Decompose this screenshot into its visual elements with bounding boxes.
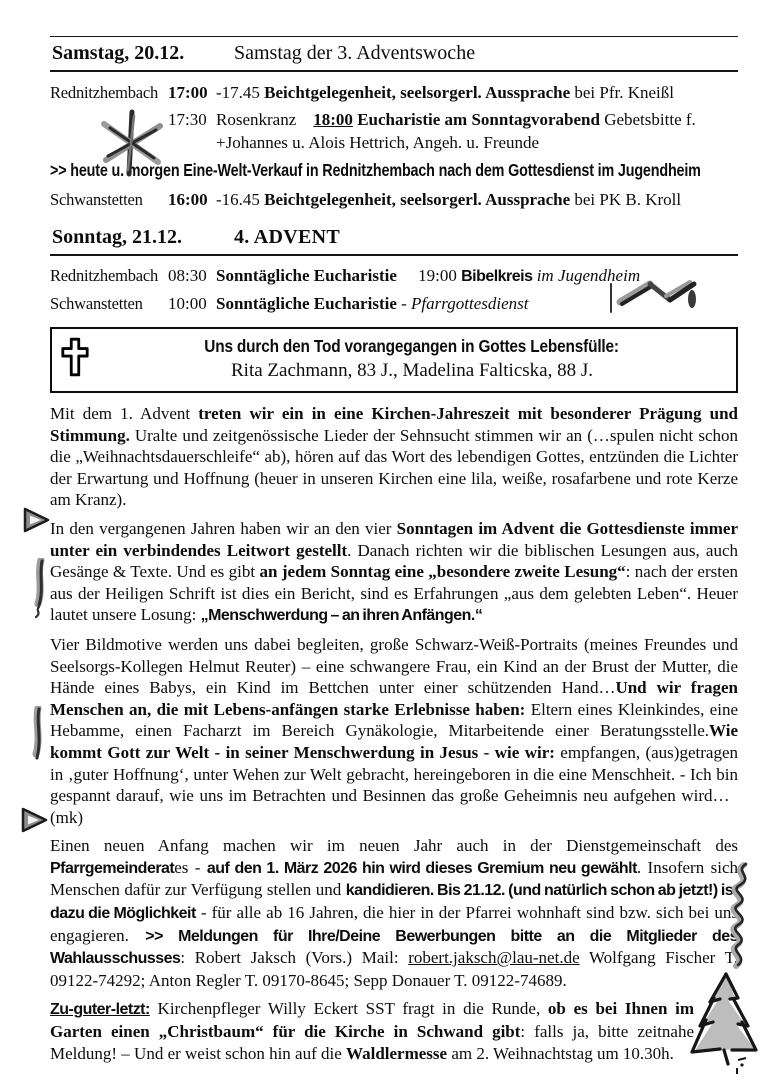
row-content: Rosenkranz 18:00 Eucharistie am Sonntagvorabend Gebetsbitte f. +Johannes u. Alois Hettrich, Angeh. u. Freunde [216, 110, 696, 152]
day-label: Samstag, 20.12. [52, 42, 185, 64]
schedule-row [50, 81, 738, 104]
memorial-text [98, 335, 726, 383]
arrowhead-marker-icon [20, 806, 48, 839]
schedule-row [50, 188, 738, 211]
day-title: 4. ADVENT [234, 226, 341, 248]
day-header-sunday [50, 221, 738, 254]
quill-marker-icon [28, 706, 46, 773]
memorial-box [50, 327, 738, 393]
header-divider [50, 70, 738, 72]
schedule-row [50, 264, 738, 288]
paragraph-pfarrgemeinderat: Einen neuen Anfang machen wir im neuen Jahr auch in der Dienstgemeinschaft des Pfarrgemeinderates - auf den 1. März 2026 hin wird dieses Gremium neu gewählt. Insofern sich Menschen dafür zur Verfügung stellen und kandidieren. Bis 21.12. (und natürlich schon ab jetzt!) ist dazu die Möglichkeit - für alle ab 16 Jahren, die hier in der Pfarrei wohnhaft sind bzw. sich bei uns engagieren. >> Meldungen für Ihre/Deine Bewerbungen bitte an die Mitglieder des Wahlausschusses: Robert Jaksch (Vors.) Mail: robert.jaksch@lau-net.de Wolfgang Fischer T. 09122-74292; Anton Regler T. 09170-8645; Sepp Donauer T. 09122-74689. [50, 836, 739, 990]
row-content: Sonntägliche Eucharistie 19:00 Bibelkreis im Jugendheim [216, 266, 641, 285]
quill-marker-icon [30, 558, 48, 625]
row-content: -16.45 Beichtgelegenheit, seelsorgerl. Aussprache bei PK B. Kroll [216, 190, 682, 209]
header-divider [50, 254, 738, 256]
place-label: Rednitzhembach [50, 266, 159, 285]
day-label: Sonntag, 21.12. [52, 226, 183, 248]
place-label: Schwanstetten [50, 294, 143, 313]
place-label: Schwanstetten [50, 190, 143, 209]
memorial-names: Rita Zachmann, 83 J., Madelina Falticska, 88 J. [231, 360, 593, 381]
paragraph-advent-season: Mit dem 1. Advent treten wir ein in eine Kirchen-Jahreszeit mit besonderer Prägung und Stimmung. Uralte und zeitgenössische Lieder der Sehnsucht stimmen wir an (…spulen nicht schon die „Weihnachtsdauerschleife“ ab), hören auf das Wort des lebendigen Gottes, entzünden die Lichter der Erwartung und Hoffnung (heuer in unseren Kirchen eine lila, weiße, rosafarbene und rote Kerze am Kranz). [50, 404, 738, 510]
paragraph-leitwort: In den vergangenen Jahren haben wir an den vier Sonntagen im Advent die Gottesdienste immer unter ein verbindendes Leitwort gestellt. Danach richten wir die biblischen Lesungen aus, auch Gesänge & Texte. Und es gibt an jedem Sonntag eine „besondere zweite Lesung“: nach der ersten aus der Heiligen Schrift ist dies ein Bericht, sind es Erfahrungen „aus dem gelebten Leben“. Heuer lautet unsere Losung: „Menschwerdung – an ihren Anfängen.“ [50, 518, 738, 625]
schedule-row [50, 108, 738, 154]
row-content: -17.45 Beichtgelegenheit, seelsorgerl. Aussprache bei Pfr. Kneißl [216, 83, 675, 102]
arrowhead-marker-icon [22, 506, 50, 539]
row-content: Sonntägliche Eucharistie - Pfarrgottesdienst [216, 294, 529, 313]
one-world-sale-notice: >> heute u. morgen Eine-Welt-Verkauf in Rednitzhembach nach dem Gottesdienst im Jugendheim [50, 160, 701, 180]
time-label: 16:00 [168, 190, 208, 209]
time-label: 17:30 [168, 110, 207, 129]
schedule-row [50, 292, 738, 315]
time-label: 10:00 [168, 294, 207, 313]
time-label: 08:30 [168, 266, 207, 285]
day-title: Samstag der 3. Adventswoche [234, 42, 476, 64]
memorial-title: Uns durch den Tod vorangegangen in Gottes Lebensfülle: [204, 336, 620, 356]
day-header-saturday [50, 37, 738, 70]
place-label: Rednitzhembach [50, 83, 159, 102]
paragraph-zu-guter-letzt: Zu-guter-letzt: Kirchenpfleger Willy Eckert SST fragt in die Runde, ob es bei Ihnen im Garten einen „Christbaum“ für die Kirche in Schwand gibt: falls ja, bitte zeitnahe Meldung! – Und er weist schon hin auf die Waldlermesse am 2. Weihnachtstag um 10.30h. [50, 999, 694, 1063]
time-label: 17:00 [168, 83, 208, 102]
cross-icon [60, 336, 90, 383]
paragraph-bildmotive: Vier Bildmotive werden uns dabei begleiten, große Schwarz-Weiß-Portraits (meines Freundes und Seelsorgs-Kollegen Helmut Reuter) – eine schwangere Frau, ein Kind an der Brust der Mutter, die Hände eines Babys, ein Kind im Bettchen unter einer schützenden Hand…Und wir fragen Menschen an, die mit Lebens-anfängen starke Erlebnisse haben: Eltern eines Kleinkindes, eine Hebamme, einen Facharzt im Bereich Gynäkologie, Mitarbeitende einer Beratungsstelle.Wie kommt Gott zur Welt - in seiner Menschwerdung in Jesus - wie wir: empfangen, (aus)getragen in ‚guter Hoffnung‘, unter Wehen zur Welt gebracht, hereingeboren in die eine Menschheit. - Ich bin gespannt darauf, wie uns im Betrachten und Besinnen das große Geheimnis neu aufgehen wird… (mk) [50, 634, 738, 827]
